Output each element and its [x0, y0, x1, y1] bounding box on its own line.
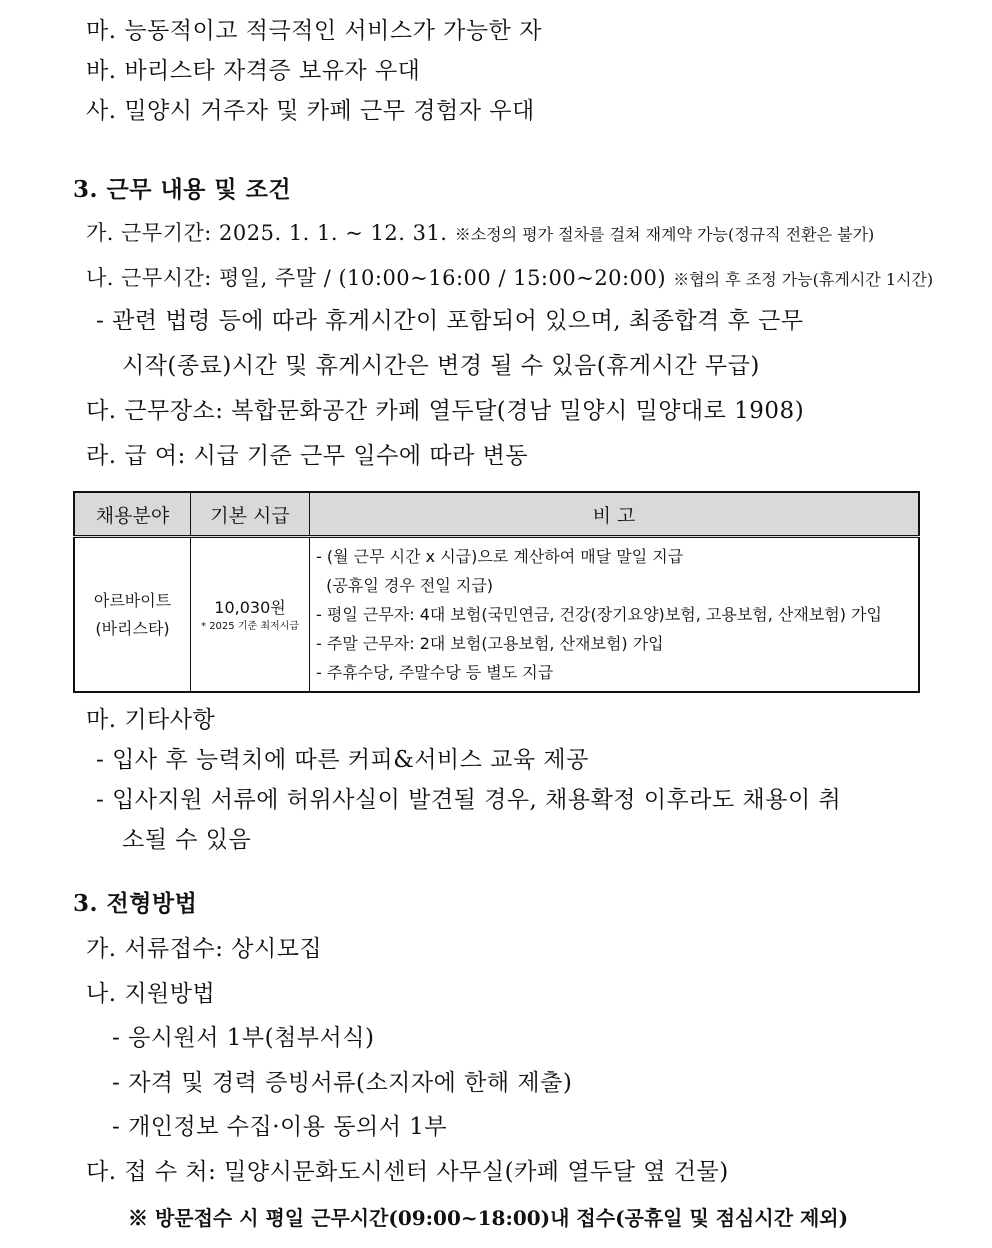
work-hours-detail-1: - 관련 법령 등에 따라 휴게시간이 포함되어 있으며, 최종합격 후 근무 [96, 308, 804, 334]
work-hours-text: 나. 근무시간: 평일, 주말 / (10:00~16:00 / 15:00~20:00) [86, 266, 667, 290]
work-pay: 라. 급 여: 시급 기준 근무 일수에 따라 변동 [86, 443, 529, 469]
remark-item: - 주휴수당, 주말수당 등 별도 지급 [316, 663, 554, 682]
selection-method: 나. 지원방법 [86, 981, 216, 1007]
work-period-note: ※소정의 평가 절차를 걸쳐 재계약 가능(정규직 전환은 불가) [454, 225, 875, 244]
wage-table-row [74, 537, 919, 693]
cell-remarks [310, 537, 920, 693]
remark-item: (공휴일 경우 전일 지급) [316, 576, 494, 595]
qualification-ba: 바. 바리스타 자격증 보유자 우대 [86, 58, 421, 84]
remark-item: - 평일 근무자: 4대 보험(국민연금, 건강(장기요양)보험, 고용보험, 산재보험) 가입 [316, 605, 882, 624]
selection-docs: 가. 서류접수: 상시모집 [86, 936, 323, 962]
selection-method-3: - 개인정보 수집·이용 동의서 1부 [112, 1114, 448, 1140]
wage-note: * 2025 기준 최저시급 [201, 620, 299, 632]
header-field: 채용분야 [74, 492, 191, 537]
work-period-text: 가. 근무기간: 2025. 1. 1. ~ 12. 31. [86, 221, 448, 245]
header-hourly-wage: 기본 시급 [191, 492, 310, 537]
selection-method-2: - 자격 및 경력 증빙서류(소지자에 한해 제출) [112, 1070, 573, 1096]
work-hours-note: ※협의 후 조정 가능(휴게시간 1시간) [673, 270, 934, 289]
wage-table-header-row [74, 492, 919, 537]
etc-title: 마. 기타사항 [86, 707, 216, 733]
work-hours [86, 263, 933, 295]
work-period [86, 218, 874, 250]
field-line-1: 아르바이트 [93, 590, 172, 610]
etc-item-2-line-1: - 입사지원 서류에 허위사실이 발견될 경우, 채용확정 이후라도 채용이 취 [96, 787, 842, 813]
cell-field [74, 537, 191, 693]
header-remarks: 비 고 [310, 492, 920, 537]
work-place: 다. 근무장소: 복합문화공간 카페 열두달(경남 밀양시 밀양대로 1908) [86, 398, 805, 424]
remark-item: - (월 근무 시간 x 시급)으로 계산하여 매달 말일 지급 [316, 547, 684, 566]
work-hours-detail-2: 시작(종료)시간 및 휴게시간은 변경 될 수 있음(휴게시간 무급) [122, 353, 760, 379]
wage-table [73, 491, 920, 693]
qualification-ma: 마. 능동적이고 적극적인 서비스가 가능한 자 [86, 18, 542, 44]
selection-office: 다. 접 수 처: 밀양시문화도시센터 사무실(카페 열두달 옆 건물) [86, 1159, 729, 1185]
etc-item-1: - 입사 후 능력치에 따른 커피&서비스 교육 제공 [96, 747, 589, 773]
selection-notice: ※ 방문접수 시 평일 근무시간(09:00~18:00)내 접수(공휴일 및 점심시간 제외) [128, 1206, 849, 1230]
field-line-2: (바리스타) [95, 618, 170, 638]
qualification-sa: 사. 밀양시 거주자 및 카페 근무 경험자 우대 [86, 98, 535, 124]
remark-item: - 주말 근무자: 2대 보험(고용보험, 산재보험) 가입 [316, 634, 664, 653]
section-work-conditions-title: 3. 근무 내용 및 조건 [73, 176, 292, 203]
selection-method-1: - 응시원서 1부(첨부서식) [112, 1025, 375, 1051]
section-selection-title: 3. 전형방법 [73, 890, 198, 917]
cell-wage [191, 537, 310, 693]
etc-item-2-line-2: 소될 수 있음 [122, 827, 252, 853]
wage-value: 10,030원 [214, 597, 286, 617]
